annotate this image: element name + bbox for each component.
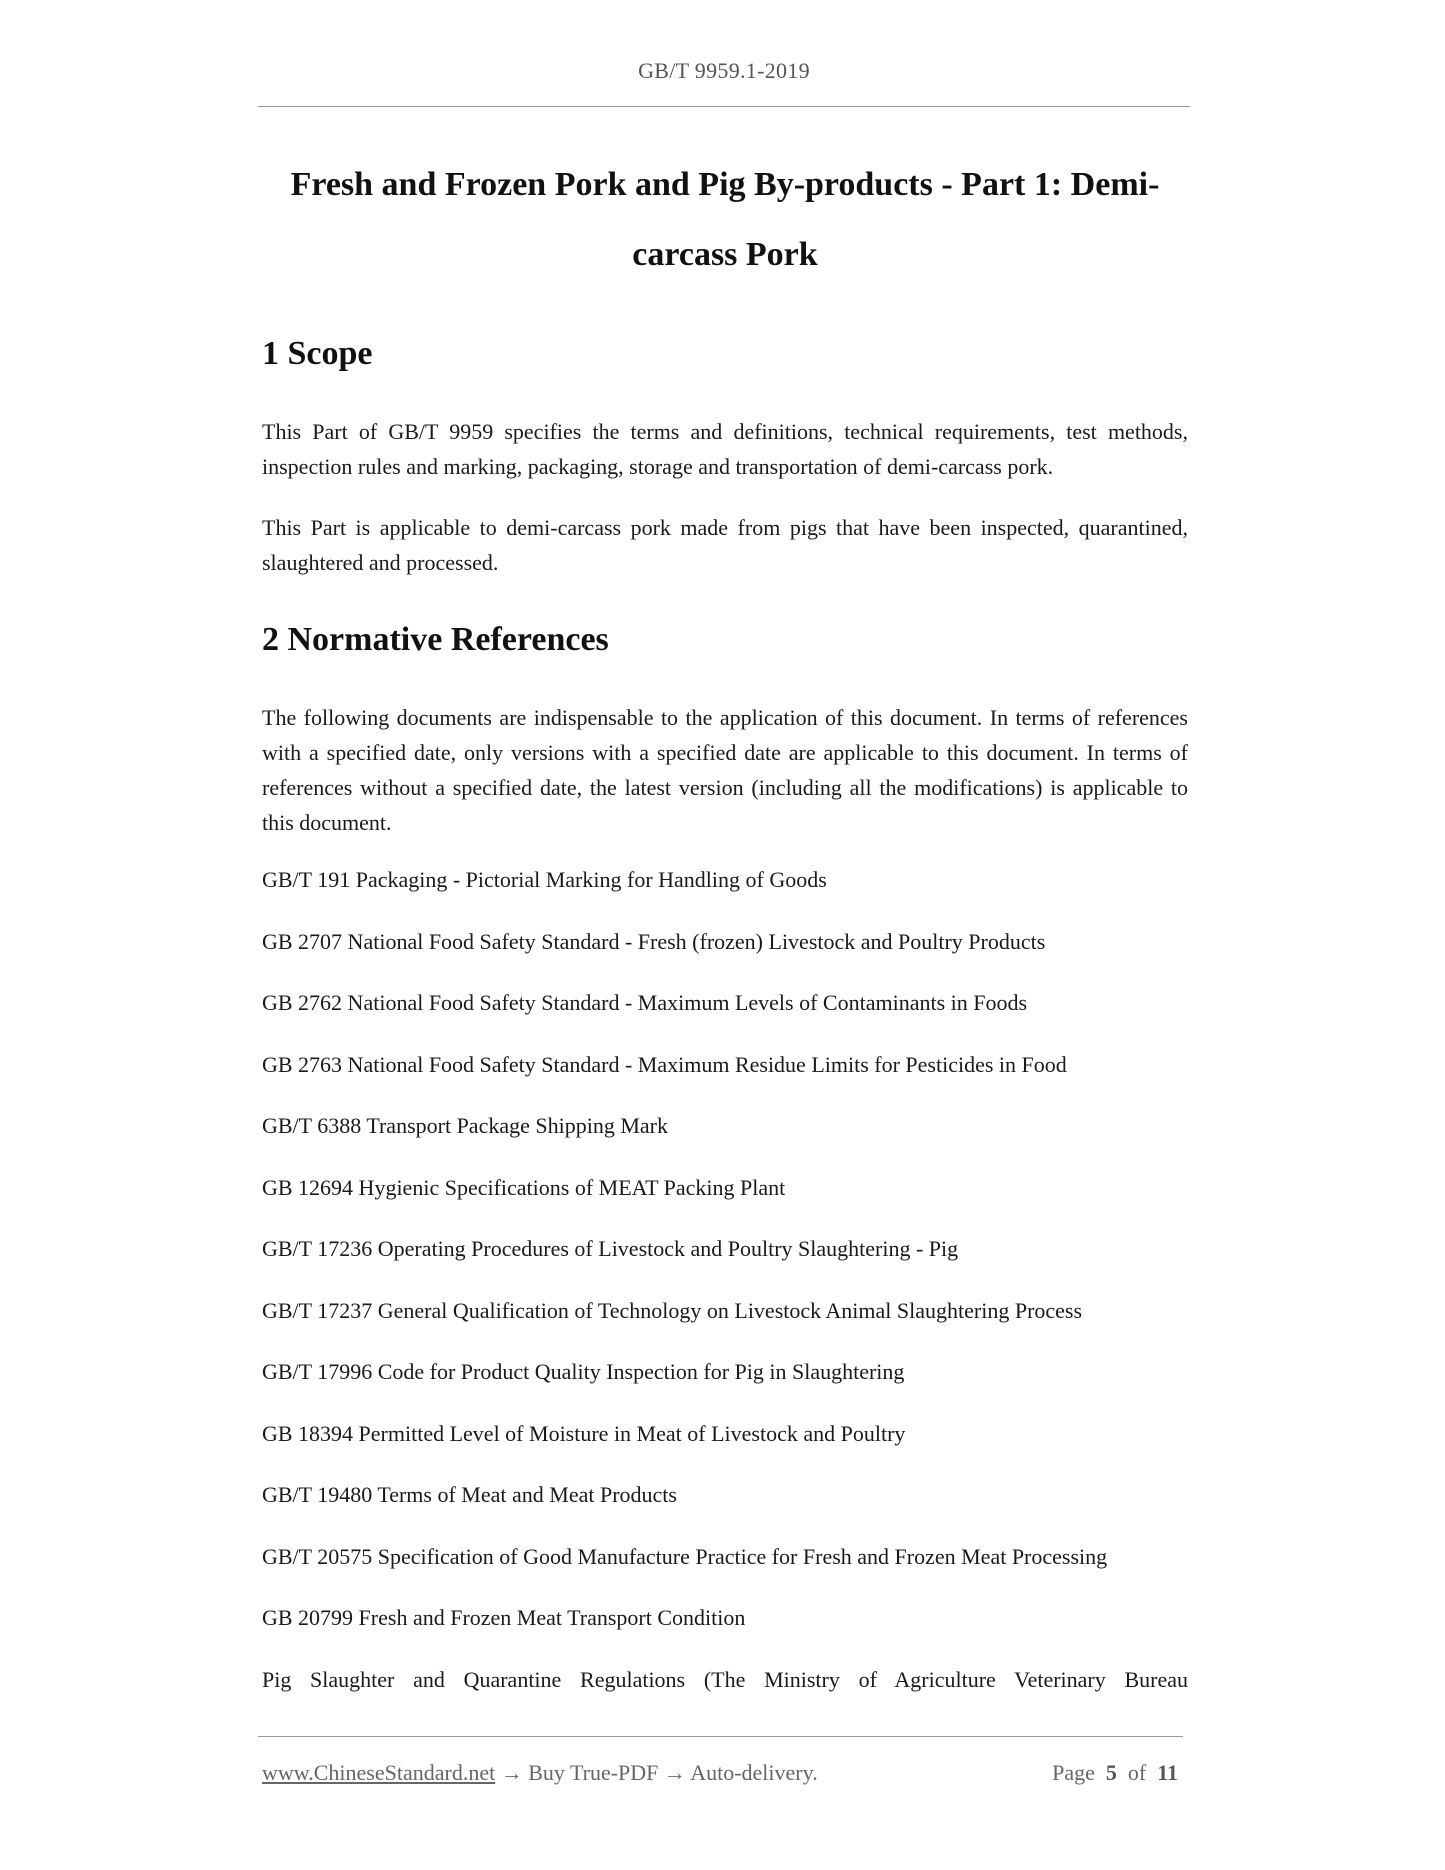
references-intro-paragraph: The following documents are indispensable to the application of this document. In terms of references with a specified date, only versions with a specified date are applicable to this document. In terms of references without a specified date, the latest version (including all the modifications) is applicable to this document. <box>262 705 1188 835</box>
reference-item: GB/T 17236 Operating Procedures of Livestock and Poultry Slaughtering - Pig <box>262 1236 959 1261</box>
reference-item: GB/T 17237 General Qualification of Technology on Livestock Animal Slaughtering Process <box>262 1297 1083 1323</box>
reference-item: GB/T 19480 Terms of Meat and Meat Products <box>262 1482 677 1507</box>
page-label: Page <box>1052 1760 1095 1785</box>
reference-item: GB 12694 Hygienic Specifications of MEAT Packing Plant <box>262 1174 786 1200</box>
page-indicator <box>1052 1758 1178 1788</box>
footer-divider <box>258 1736 1183 1737</box>
section-heading-scope: 1 Scope <box>262 335 373 372</box>
of-label: of <box>1127 1760 1147 1785</box>
buy-pdf-text: Buy True-PDF <box>528 1760 659 1785</box>
total-pages-number: 11 <box>1157 1760 1178 1785</box>
reference-item: GB 2762 National Food Safety Standard - Maximum Levels of Contaminants in Foods <box>262 990 1028 1015</box>
reference-item: GB 20799 Fresh and Frozen Meat Transport Condition <box>262 1605 746 1630</box>
reference-item: GB 2763 National Food Safety Standard - Maximum Residue Limits for Pesticides in Food <box>262 1051 1067 1077</box>
footer-promo <box>262 1758 818 1788</box>
reference-item: GB 18394 Permitted Level of Moisture in Meat of Livestock and Poultry <box>262 1420 906 1446</box>
document-title-line-1: Fresh and Frozen Pork and Pig By-products - Part 1: Demi- <box>290 166 1160 203</box>
reference-item: Pig Slaughter and Quarantine Regulations (The Ministry of Agriculture Veterinary Bureau <box>262 1666 1188 1692</box>
running-header <box>258 58 1190 84</box>
current-page-number: 5 <box>1105 1760 1117 1785</box>
scope-paragraph-1: This Part of GB/T 9959 specifies the terms and definitions, technical requirements, test methods, inspection rules and marking, packaging, storage and transportation of demi-carcass pork. <box>262 419 1188 479</box>
site-link[interactable]: www.ChineseStandard.net <box>262 1760 496 1785</box>
page-body <box>262 150 1188 1723</box>
scope-paragraph-2: This Part is applicable to demi-carcass pork made from pigs that have been inspected, quarantined, slaughtered and processed. <box>262 515 1188 575</box>
document-title <box>262 150 1188 290</box>
reference-item: GB/T 6388 Transport Package Shipping Mark <box>262 1113 668 1138</box>
arrow-right-icon: → <box>500 1760 523 1785</box>
reference-list <box>262 862 1188 1697</box>
header-divider <box>258 106 1190 107</box>
auto-delivery-text: Auto-delivery. <box>690 1760 818 1785</box>
reference-item: GB/T 191 Packaging - Pictorial Marking for Handling of Goods <box>262 867 827 892</box>
standard-code: GB/T 9959.1-2019 <box>638 58 810 83</box>
reference-item: GB 2707 National Food Safety Standard - Fresh (frozen) Livestock and Poultry Products <box>262 928 1046 954</box>
reference-item: GB/T 20575 Specification of Good Manufacture Practice for Fresh and Frozen Meat Processing <box>262 1543 1108 1569</box>
section-heading-normative-references: 2 Normative References <box>262 621 609 658</box>
arrow-right-icon: → <box>663 1760 686 1785</box>
document-title-line-2: carcass Pork <box>632 236 818 273</box>
reference-item: GB/T 17996 Code for Product Quality Inspection for Pig in Slaughtering <box>262 1359 905 1384</box>
